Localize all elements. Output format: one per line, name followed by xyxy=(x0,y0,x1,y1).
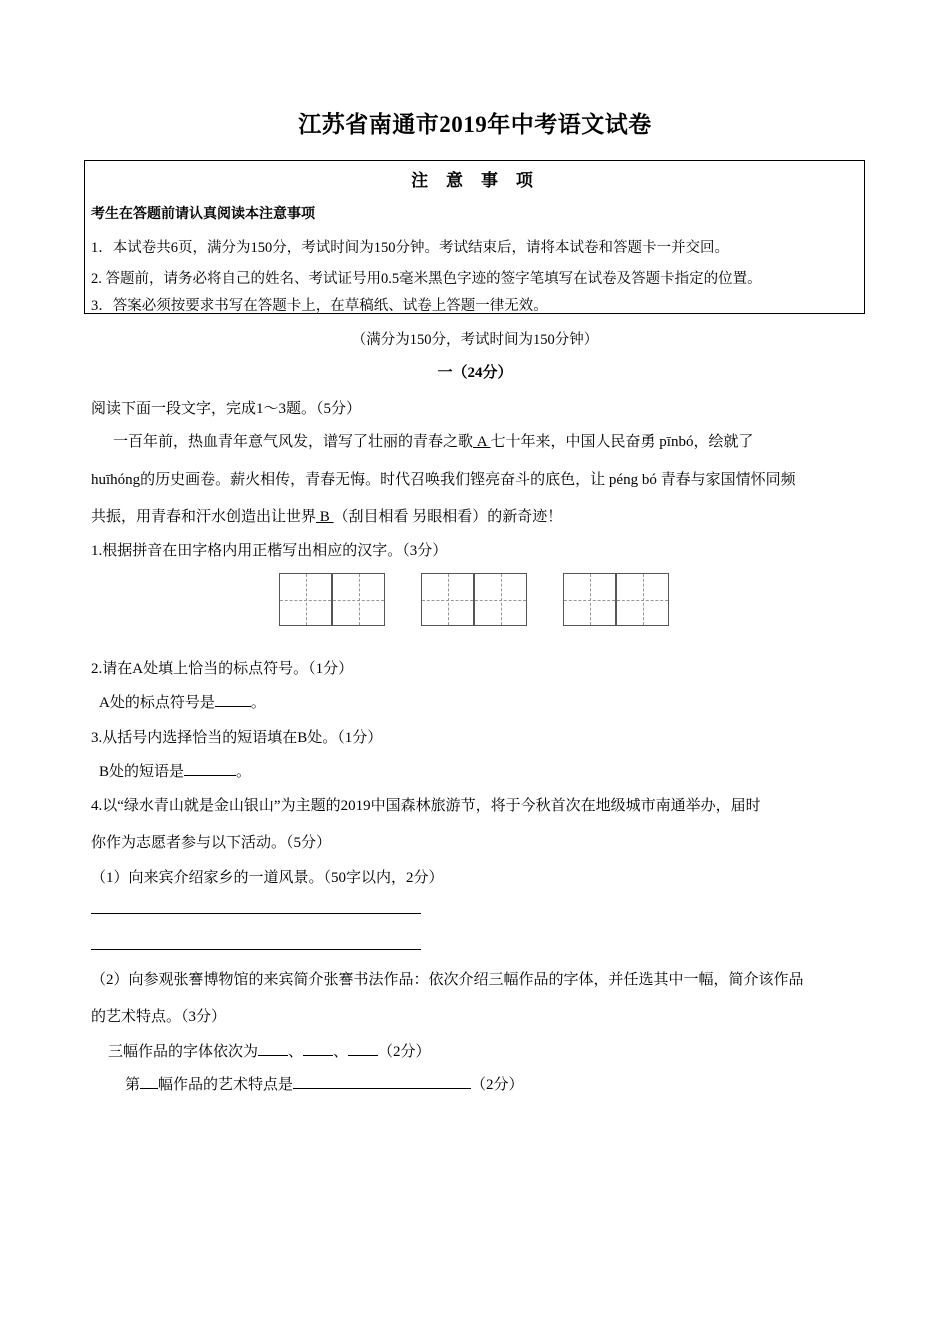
passage-text: （刮目相看 另眼相看）的新奇迹！ xyxy=(333,509,563,525)
answer-blank[interactable] xyxy=(258,1042,288,1056)
question-4-part-1: （1）向来宾介绍家乡的一道风景。（50字以内，2分） xyxy=(91,870,444,886)
tianzige-cell[interactable] xyxy=(474,573,527,626)
period: 。 xyxy=(236,764,252,780)
tianzige-cell[interactable] xyxy=(332,573,385,626)
blank-b: B xyxy=(316,509,334,525)
passage-line-1 xyxy=(113,430,753,451)
passage-text: 七十年来，中国人民奋勇 pīnbó，绘就了 xyxy=(490,434,754,450)
tianzige-cell[interactable] xyxy=(616,573,669,626)
answer-label: B处的短语是 xyxy=(99,764,185,780)
answer-line[interactable] xyxy=(91,949,421,950)
points-note: （2分） xyxy=(471,1077,524,1093)
tianzige-cell[interactable] xyxy=(279,573,332,626)
points-note: （2分） xyxy=(378,1044,431,1060)
notice-heading: 注 意 事 项 xyxy=(411,171,539,191)
answer-blank[interactable] xyxy=(215,693,251,707)
section-heading: 一（24分） xyxy=(437,365,513,381)
question-4-line-2: 你作为志愿者参与以下活动。（5分） xyxy=(91,835,332,851)
notice-item-3: 3．答案必须按要求书写在答题卡上，在草稿纸、试卷上答题一律无效。 xyxy=(91,298,548,314)
tianzige-cell[interactable] xyxy=(421,573,474,626)
answer-label: 三幅作品的字体依次为 xyxy=(108,1044,259,1060)
answer-line[interactable] xyxy=(91,913,421,914)
question-4-part-2-line-2: 的艺术特点。（3分） xyxy=(91,1009,227,1025)
fonts-answer-line xyxy=(108,1040,431,1061)
question-1: 1.根据拼音在田字格内用正楷写出相应的汉字。（3分） xyxy=(91,543,448,559)
answer-blank[interactable] xyxy=(184,762,236,776)
art-answer-line xyxy=(125,1073,524,1094)
notice-item-1: 1．本试卷共6页，满分为150分，考试时间为150分钟。考试结束后，请将本试卷和答题卡一并交回。 xyxy=(91,240,729,256)
blank-a: A xyxy=(473,434,491,450)
question-3: 3.从括号内选择恰当的短语填在B处。（1分） xyxy=(91,730,383,746)
full-mark-note: （满分为150分，考试时间为150分钟） xyxy=(351,332,599,348)
answer-blank[interactable] xyxy=(140,1075,158,1089)
notice-subheading: 考生在答题前请认真阅读本注意事项 xyxy=(91,206,315,222)
answer-blank[interactable] xyxy=(303,1042,333,1056)
question-4-line-1: 4.以“绿水青山就是金山银山”为主题的2019中国森林旅游节，将于今秋首次在地级城市南通举办，届时 xyxy=(91,798,761,814)
question-2-answer xyxy=(99,691,266,712)
tianzige-cell[interactable] xyxy=(563,573,616,626)
answer-label: 第 xyxy=(125,1077,141,1093)
answer-blank[interactable] xyxy=(348,1042,378,1056)
notice-item-2: 2. 答题前，请务必将自己的姓名、考试证号用0.5毫米黑色字迹的签字笔填写在试卷及答题卡指定的位置。 xyxy=(91,271,762,287)
answer-blank[interactable] xyxy=(293,1075,471,1089)
page-title: 江苏省南通市2019年中考语文试卷 xyxy=(298,112,652,137)
answer-label: A处的标点符号是 xyxy=(99,695,215,711)
question-2: 2.请在A处填上恰当的标点符号。（1分） xyxy=(91,661,354,677)
separator: 、 xyxy=(333,1044,349,1060)
passage-text: 一百年前，热血青年意气风发，谱写了壮丽的青春之歌 xyxy=(113,434,474,450)
separator: 、 xyxy=(288,1044,304,1060)
passage-text: 共振，用青春和汗水创造出让世界 xyxy=(91,509,317,525)
question-4-part-2-line-1: （2）向参观张謇博物馆的来宾简介张謇书法作品：依次介绍三幅作品的字体，并任选其中一幅，简介该作品 xyxy=(91,972,804,988)
passage-line-3 xyxy=(91,505,562,526)
answer-label: 幅作品的艺术特点是 xyxy=(158,1077,294,1093)
reading-instruction: 阅读下面一段文字，完成1～3题。（5分） xyxy=(91,401,362,417)
period: 。 xyxy=(250,695,266,711)
passage-line-2: huīhóng的历史画卷。薪火相传，青春无悔。时代召唤我们铿亮奋斗的底色，让 péng bó 青春与家国情怀同频 xyxy=(91,472,796,488)
question-3-answer xyxy=(99,760,251,781)
